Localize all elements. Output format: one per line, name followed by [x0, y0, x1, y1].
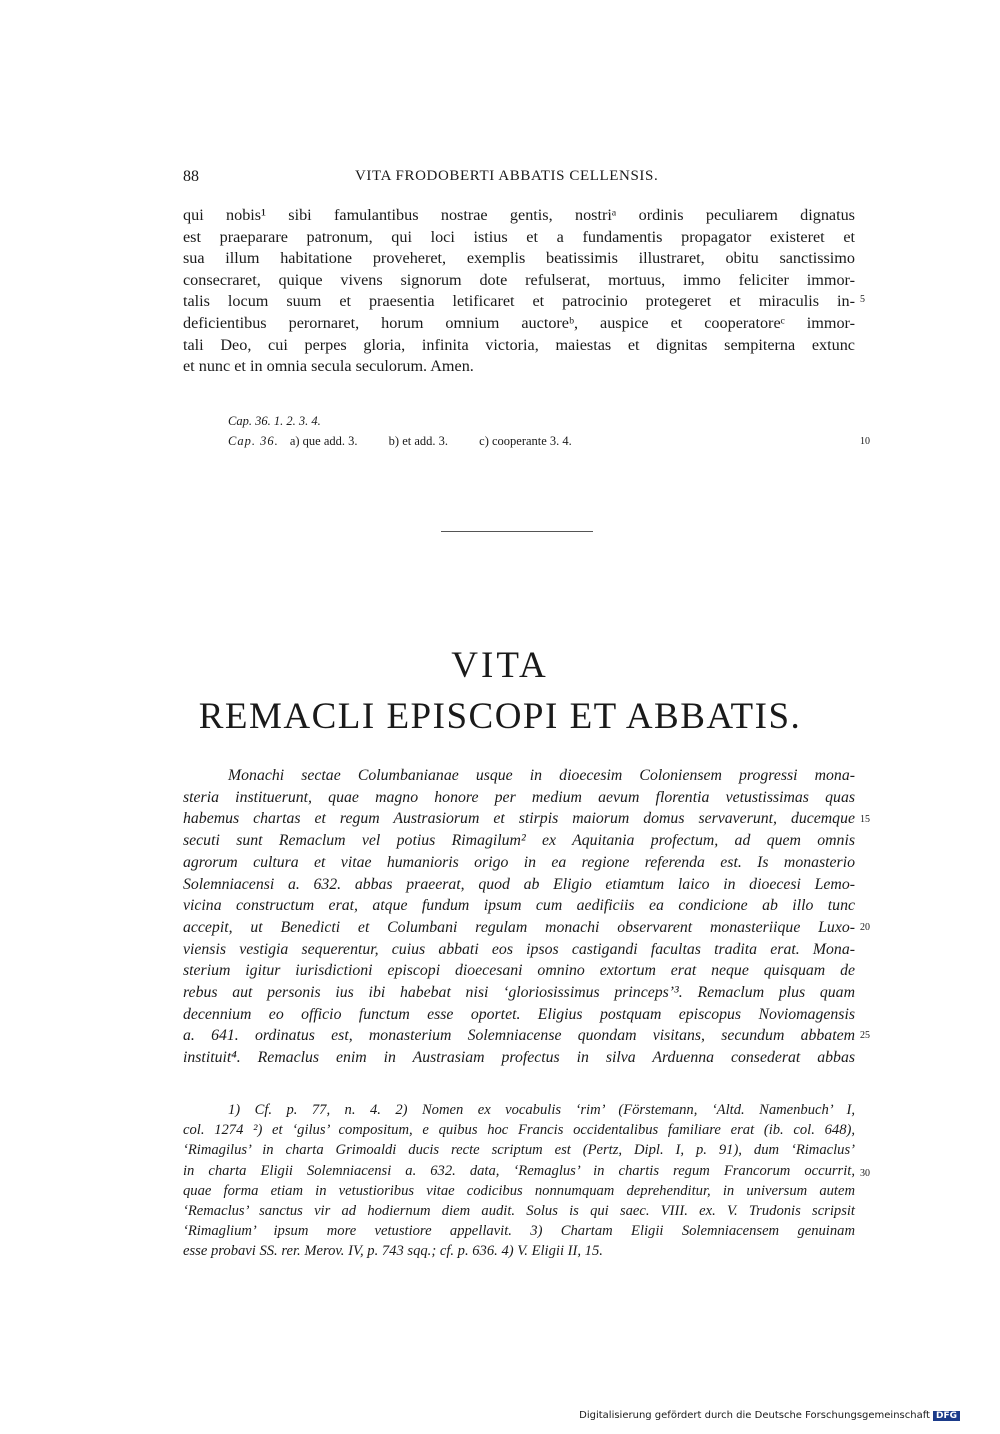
apparatus-line: Cap. 36. 1. 2. 3. 4.	[228, 414, 321, 428]
line-number: 10	[860, 436, 870, 447]
line-number: 5	[860, 294, 865, 305]
running-title: VITA FRODOBERTI ABBATIS CELLENSIS.	[355, 168, 659, 184]
apparatus-variants	[228, 434, 572, 449]
text-line: instituit⁴. Remaclus enim in Austrasiam profectus in silva Arduenna consederat abbas	[183, 1049, 855, 1067]
text-line: decennium eo officio functum esse oportet. Eligius postquam episcopus Noviomagensis	[183, 1005, 855, 1023]
text-line: est praeparare patronum, qui loci istius et a fundamentis propagator existeret et	[183, 227, 855, 246]
title-line-1: VITA	[451, 645, 549, 686]
text-line: agrorum cultura et vitae humanioris origo in ea regione referenda est. Is monasterio	[183, 853, 855, 871]
text-line: Solemniacensi a. 632. abbas praeerat, quod ab Eligio etiamtum laico in dioecesi Lemo-	[183, 875, 855, 893]
apparatus-variant-c: c) cooperante 3. 4.	[479, 434, 572, 448]
footnote-line: col. 1274 ²) et ‘gilus’ compositum, e quibus hoc Francis occidentalibus familiare erat (ib. col. 648),	[183, 1122, 855, 1139]
text-line: viensis vestigia sequerentur, cuius abbati eos ipsos castigandi facultas tradita erat. Mona-	[183, 940, 855, 958]
page-number: 88	[183, 168, 199, 185]
footnote-line: ‘Rimaglium’ ipsum more vetustiore appellavit. 3) Chartam Eligii Solemniacensem genuinam	[183, 1223, 855, 1240]
credit-text: Digitalisierung gefördert durch die Deutsche Forschungsgemeinschaft	[579, 1410, 930, 1421]
intro-text	[183, 765, 855, 1069]
text-line: tali Deo, cui perpes gloria, infinita victoria, maiestas et dignitas sempiterna extunc	[183, 335, 855, 354]
footnote-line: esse probavi SS. rer. Merov. IV, p. 743 sqq.; cf. p. 636. 4) V. Eligii II, 15.	[183, 1243, 603, 1260]
text-line: talis locum suum et praesentia letificaret et patrocinio protegeret et miraculis in-	[183, 292, 855, 311]
text-line: a. 641. ordinatus est, monasterium Solemniacense quondam visitans, secundum abbatem	[183, 1027, 855, 1045]
line-number: 15	[860, 814, 870, 825]
text-line: consecraret, quique vivens signorum dote refulserat, mortuus, immo feliciter immor-	[183, 270, 855, 289]
footnote-line: 1) Cf. p. 77, n. 4. 2) Nomen ex vocabulis ‘rim’ (Förstemann, ‘Altd. Namenbuch’ I,	[228, 1102, 855, 1118]
main-text	[183, 205, 855, 378]
line-number: 25	[860, 1030, 870, 1041]
footnote-line: ‘Rimagilus’ in charta Grimoaldi ducis recte scriptum est (Pertz, Dipl. I, p. 91), dum ‘Rimaclus’	[183, 1142, 855, 1159]
text-line: steria instituerunt, quae magno honore per medium aevum florentia vetustissimas quas	[183, 788, 855, 806]
text-line: et nunc et in omnia secula seculorum. Amen.	[183, 357, 474, 376]
footnote-line: in charta Eligii Solemniacensi a. 632. data, ‘Remaglus’ in chartis regum Francorum occurrit,	[183, 1162, 855, 1179]
text-line: accepit, ut Benedicti et Columbani regulam monachi observarent monasteriique Luxo-	[183, 918, 855, 936]
text-line: rebus aut personis ius ibi habebat nisi ‘gloriosissimus princeps’³. Remaclum plus quam	[183, 984, 855, 1002]
apparatus-chapter: Cap. 36.	[228, 434, 279, 448]
line-number: 20	[860, 922, 870, 933]
text-line: Monachi sectae Columbanianae usque in dioecesim Coloniensem progressi mona-	[228, 767, 855, 784]
footnote-line: ‘Remaclus’ sanctus vir ad hodiernum diem audit. Solus is qui saec. VIII. ex. V. Trudonis scripsit	[183, 1203, 855, 1220]
apparatus-variant-a: a) que add. 3.	[289, 434, 358, 448]
dfg-logo: DFG	[933, 1411, 960, 1421]
title-line-2: REMACLI EPISCOPI ET ABBATIS.	[198, 696, 802, 737]
footnotes	[183, 1100, 855, 1262]
text-line: vicina constructum erat, atque fundum ipsum cum aedificiis ea condicione ab illo tunc	[183, 897, 855, 915]
apparatus-sources	[228, 414, 321, 429]
digitization-credit	[579, 1410, 960, 1421]
section-divider	[441, 531, 593, 532]
text-line: qui nobis¹ sibi famulantibus nostrae gentis, nostriᵃ ordinis peculiarem dignatus	[183, 206, 855, 224]
text-line: habemus chartas et regum Austrasiorum et stirpis maiorum domus servaverunt, ducemque	[183, 810, 855, 828]
text-line: secuti sunt Remaclum vel potius Rimagilum² ex Aquitania profectum, ad quem omnis	[183, 832, 855, 850]
text-line: deficientibus perornaret, horum omnium auctoreᵇ, auspice et cooperatoreᶜ immor-	[183, 313, 855, 332]
footnote-line: quae forma etiam in vetustioribus vitae codicibus nonnumquam deprehenditur, in universum autem	[183, 1182, 855, 1199]
apparatus-variant-b: b) et add. 3.	[388, 434, 449, 448]
text-line: sua illum habitatione proveheret, exemplis beatissimis illustraret, obitu sanctissimo	[183, 249, 855, 268]
line-number: 30	[860, 1168, 870, 1179]
text-line: sterium igitur iurisdictioni episcopi dioecesani omnino extortum erat neque quisquam de	[183, 962, 855, 980]
